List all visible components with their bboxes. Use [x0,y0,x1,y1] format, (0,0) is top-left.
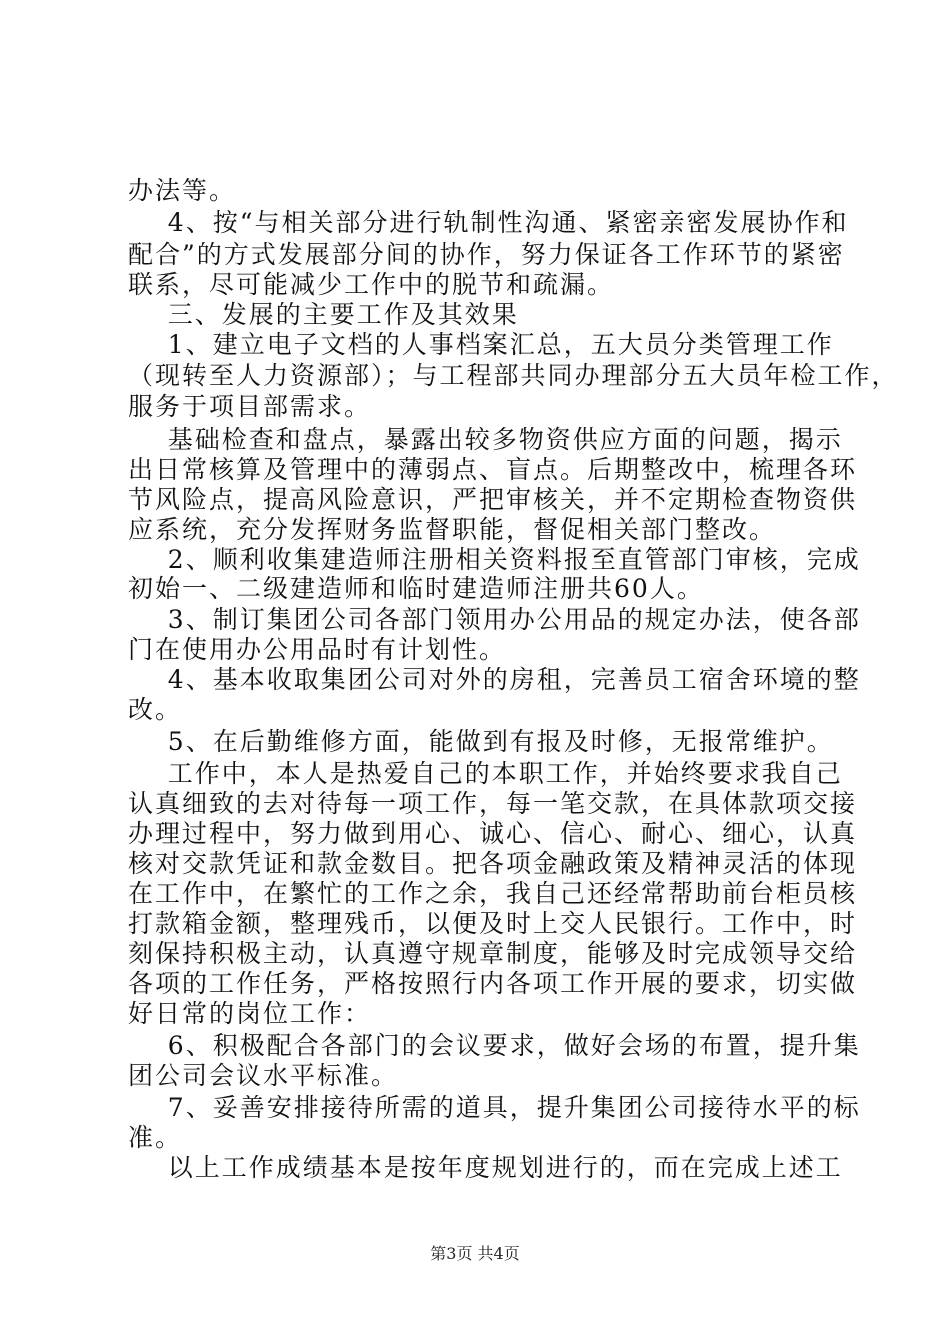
body-line: 4、按“与相关部分进行轨制性沟通、紧密亲密发展协作和 [128,208,849,237]
body-line: 出日常核算及管理中的薄弱点、盲点。后期整改中，梳理各环 [128,455,858,484]
body-line: 办理过程中，努力做到用心、诚心、信心、耐心、细心，认真 [128,819,858,848]
body-line: 办法等。 [128,176,237,205]
body-line: 初始一、二级建造师和临时建造师注册共60人。 [128,574,704,603]
body-line: 5、在后勤维修方面，能做到有报及时修，无报常维护。 [128,727,834,756]
body-line: 准。 [128,1123,183,1152]
body-line: 核对交款凭证和款金数目。把各项金融政策及精神灵活的体现 [128,849,858,878]
body-line: 好日常的岗位工作： [128,999,372,1028]
section-heading: 三、发展的主要工作及其效果 [128,300,519,329]
body-line: 7、妥善安排接待所需的道具，提升集团公司接待水平的标 [128,1093,861,1122]
page-footer: 第3页 共4页 [430,1244,520,1263]
body-line: 配合”的方式发展部分间的协作，努力保证各工作环节的紧密 [128,240,845,269]
body-line: 在工作中，在繁忙的工作之余，我自己还经常帮助前台柜员核 [128,879,858,908]
body-line: 基础检查和盘点，暴露出较多物资供应方面的问题，揭示 [128,425,843,454]
body-line: 1、建立电子文档的人事档案汇总，五大员分类管理工作 [128,330,834,359]
body-line: 服务于项目部需求。 [128,392,372,421]
body-line: 应系统，充分发挥财务监督职能，督促相关部门整改。 [128,515,777,544]
body-line: 2、顺利收集建造师注册相关资料报至直管部门审核，完成 [128,545,861,574]
body-line: 节风险点，提高风险意识，严把审核关，并不定期检查物资供 [128,485,858,514]
body-line: 打款箱金额，整理残币，以便及时上交人民银行。工作中，时 [128,909,858,938]
body-line: 6、积极配合各部门的会议要求，做好会场的布置，提升集 [128,1031,861,1060]
body-line: 联系，尽可能减少工作中的脱节和疏漏。 [128,270,615,299]
body-line: 3、制订集团公司各部门领用办公用品的规定办法，使各部 [128,605,861,634]
body-line: （现转至人力资源部）；与工程部共同办理部分五大员年检工作， [128,361,899,390]
body-line: 刻保持积极主动，认真遵守规章制度，能够及时完成领导交给 [128,939,858,968]
body-line: 认真细致的去对待每一项工作，每一笔交款，在具体款项交接 [128,789,858,818]
body-line: 4、基本收取集团公司对外的房租，完善员工宿舍环境的整 [128,665,861,694]
body-line: 团公司会议水平标准。 [128,1061,399,1090]
body-line: 工作中，本人是热爱自己的本职工作，并始终要求我自己 [128,759,843,788]
body-line: 门在使用办公用品时有计划性。 [128,635,507,664]
body-line: 改。 [128,695,183,724]
body-line: 以上工作成绩基本是按年度规划进行的，而在完成上述工 [128,1153,843,1182]
body-line: 各项的工作任务，严格按照行内各项工作开展的要求，切实做 [128,969,858,998]
